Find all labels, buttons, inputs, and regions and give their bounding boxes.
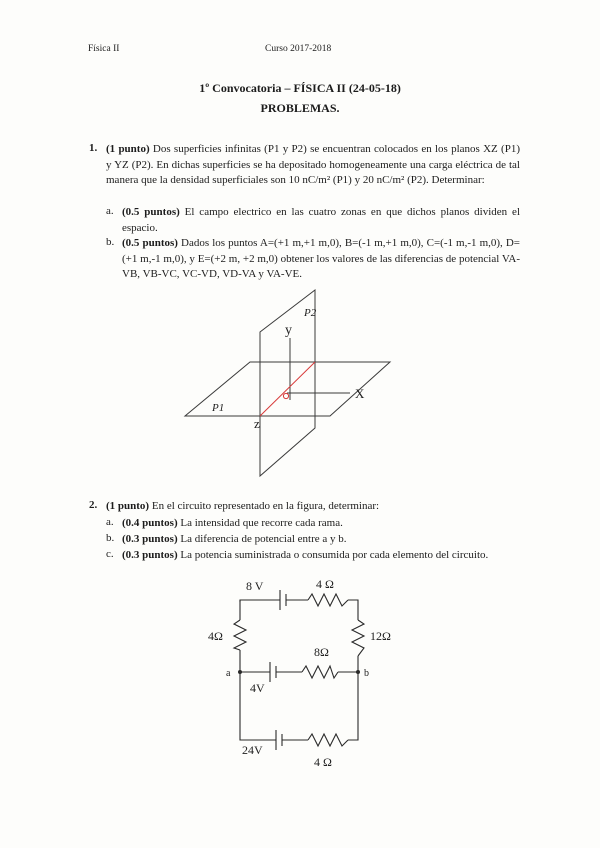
problem-2-number: 2.	[89, 499, 98, 511]
label-4v: 4V	[250, 681, 265, 695]
circuit-diagram	[190, 570, 410, 780]
problem-1b-points: (0.5 puntos)	[122, 237, 178, 249]
header-course: Física II	[88, 44, 120, 54]
problem-1-points: (1 punto)	[106, 143, 150, 155]
resistor-top-4	[308, 594, 348, 606]
resistor-right-12	[352, 620, 364, 656]
label-8v: 8 V	[246, 579, 264, 593]
problem-2a-label: a.	[106, 516, 114, 528]
problem-2b-text: La diferencia de potencial entre a y b.	[177, 533, 347, 545]
problem-2c-text: La potencia suministrada o consumida por cada elemento del circuito.	[177, 549, 489, 561]
label-p1: P1	[212, 402, 225, 414]
node-b-dot	[356, 670, 360, 674]
problem-2-points: (1 punto)	[106, 500, 150, 512]
problem-2c-points: (0.3 puntos)	[122, 549, 178, 561]
label-r-top: 4 Ω	[316, 577, 334, 591]
problem-1a-points: (0.5 puntos)	[122, 206, 180, 218]
problem-1-number: 1.	[89, 142, 98, 154]
problem-1b-text: Dados los puntos A=(+1 m,+1 m,0), B=(-1 m,+1 m,0), C=(-1 m,-1 m,0), D=(+1 m,-1 m,0), y E=(+2 m, +2 m,0) obtener los valores de las diferencias de potencial VA-VB, VB-VC, VC-VD, VD-VA y VA-VE.	[122, 237, 521, 281]
problem-2b-label: b.	[106, 532, 115, 544]
resistor-mid-8	[302, 666, 338, 678]
problem-2a-points: (0.4 puntos)	[122, 517, 178, 529]
label-b: b	[364, 668, 369, 679]
origin-point	[283, 393, 288, 398]
intersection-line	[260, 362, 315, 416]
section-title: PROBLEMAS.	[260, 101, 340, 115]
header-year: Curso 2017-2018	[265, 44, 332, 54]
resistor-left-4	[234, 620, 246, 650]
problem-2-statement	[106, 499, 520, 515]
problem-2c-statement	[122, 548, 542, 564]
label-x: X	[355, 386, 365, 401]
problem-2c-label: c.	[106, 548, 114, 560]
label-p2: P2	[304, 307, 317, 319]
problem-1a-statement	[122, 205, 520, 236]
problem-1a-text: El campo electrico en las cuatro zonas en que dichos planos dividen el espacio.	[122, 206, 520, 234]
label-r-right: 12Ω	[370, 629, 391, 643]
planes-figure	[180, 280, 420, 480]
node-a-dot	[238, 670, 242, 674]
label-y: y	[285, 323, 292, 338]
label-24v: 24V	[242, 743, 263, 757]
label-r-left: 4Ω	[208, 629, 223, 643]
problem-2b-points: (0.3 puntos)	[122, 533, 178, 545]
label-a: a	[226, 668, 231, 679]
problem-1b-statement	[122, 236, 520, 283]
problem-1b-label: b.	[106, 236, 115, 248]
problem-1-statement	[106, 142, 520, 189]
label-r-mid: 8Ω	[314, 645, 329, 659]
label-z: z	[254, 416, 260, 431]
label-r-bottom: 4 Ω	[314, 755, 332, 769]
problem-2b-statement	[122, 532, 520, 548]
problem-1a-label: a.	[106, 205, 114, 217]
exam-title: 1º Convocatoria – FÍSICA II (24-05-18)	[199, 81, 401, 95]
resistor-bottom-4	[308, 734, 348, 746]
problem-2a-text: La intensidad que recorre cada rama.	[177, 517, 343, 529]
problem-2a-statement	[122, 516, 520, 532]
problem-1-text: Dos superficies infinitas (P1 y P2) se encuentran colocados en los planos XZ (P1) y YZ (P2). En dichas superficies se ha depositado homogeneamente una carga eléctrica de tal manera que la densidad superficiales son 10 nC/m² (P1) y 20 nC/m² (P2). Determinar:	[106, 143, 520, 187]
problem-2-text: En el circuito representado en la figura, determinar:	[149, 500, 380, 512]
